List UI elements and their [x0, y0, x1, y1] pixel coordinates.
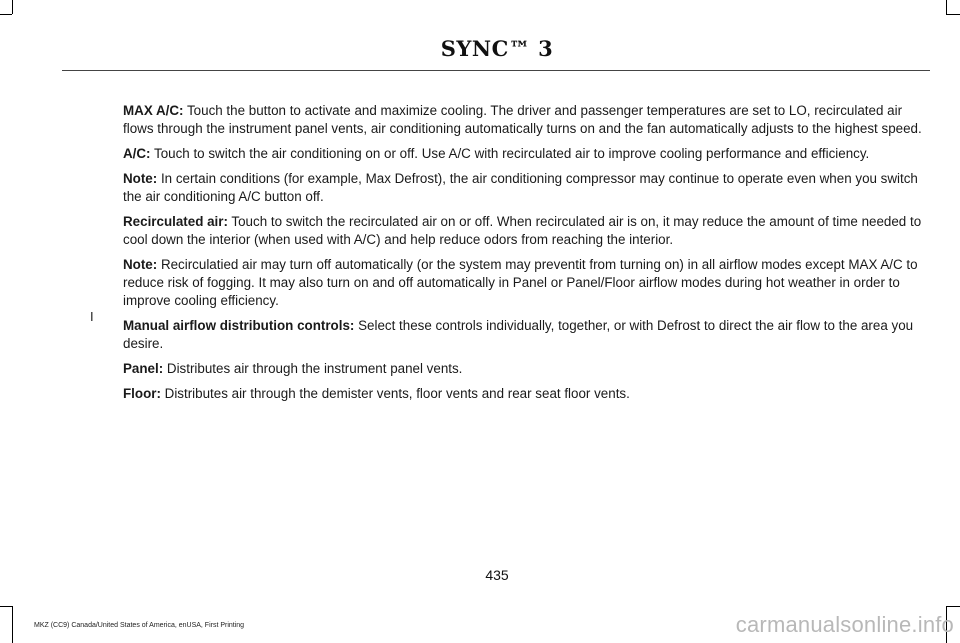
description: Touch to switch the air conditioning on or off. Use A/C with recirculated air to improve cooling performance and efficiency. [150, 146, 870, 161]
term: Recirculated air: [123, 214, 228, 229]
paragraph-ac [123, 145, 923, 163]
page-number: 435 [485, 567, 509, 583]
paragraph-panel [123, 360, 923, 378]
term: Note: [123, 171, 158, 186]
crop-mark [0, 606, 12, 607]
paragraph-max-ac [123, 102, 923, 138]
description: Recirculatied air may turn off automatically (or the system may preventit from turning on) in all airflow modes except MAX A/C to reduce risk of fogging. It may also turn on and off automatically in Panel or Panel/Floor airflow modes during hot weather in order to improve cooling efficiency. [123, 257, 918, 308]
crop-mark [12, 0, 13, 14]
watermark: carmanualsonline.info [735, 612, 954, 637]
header-divider [62, 70, 930, 71]
crop-mark [946, 0, 947, 14]
description: Distributes air through the demister vents, floor vents and rear seat floor vents. [160, 386, 630, 401]
paragraph-note-compressor [123, 170, 923, 206]
body-text [123, 102, 923, 410]
paragraph-note-recirculated [123, 256, 923, 310]
page-header-title: SYNC™ 3 [440, 36, 554, 61]
paragraph-manual-airflow [123, 317, 923, 353]
description: Touch to switch the recirculated air on or off. When recirculated air is on, it may reduce the amount of time needed to cool down the interior (when used with A/C) and help reduce odors from reaching the interior. [123, 214, 922, 247]
description: In certain conditions (for example, Max Defrost), the air conditioning compressor may continue to operate even when you switch the air conditioning A/C button off. [123, 171, 918, 204]
term: MAX A/C: [123, 103, 184, 118]
paragraph-recirculated-air [123, 213, 923, 249]
footer-edition-note: MKZ (CC9) Canada/United States of America, enUSA, First Printing [34, 622, 245, 629]
description: Touch the button to activate and maximize cooling. The driver and passenger temperatures are set to LO, recirculated air flows through the instrument panel vents, air conditioning automatically turns on and the fan automatically adjusts to the highest speed. [123, 103, 922, 136]
description: Distributes air through the instrument panel vents. [163, 361, 463, 376]
crop-mark [0, 14, 12, 15]
description: Select these controls individually, together, or with Defrost to direct the air flow to the area you desire. [123, 318, 914, 351]
crop-mark [946, 606, 960, 607]
term: Manual airflow distribution controls: [123, 318, 355, 333]
crop-mark [946, 14, 960, 15]
change-bar-marker: I [90, 309, 94, 324]
term: Panel: [123, 361, 164, 376]
term: Note: [123, 257, 158, 272]
term: A/C: [123, 146, 151, 161]
term: Floor: [123, 386, 161, 401]
crop-mark [12, 606, 13, 643]
paragraph-floor [123, 385, 923, 403]
